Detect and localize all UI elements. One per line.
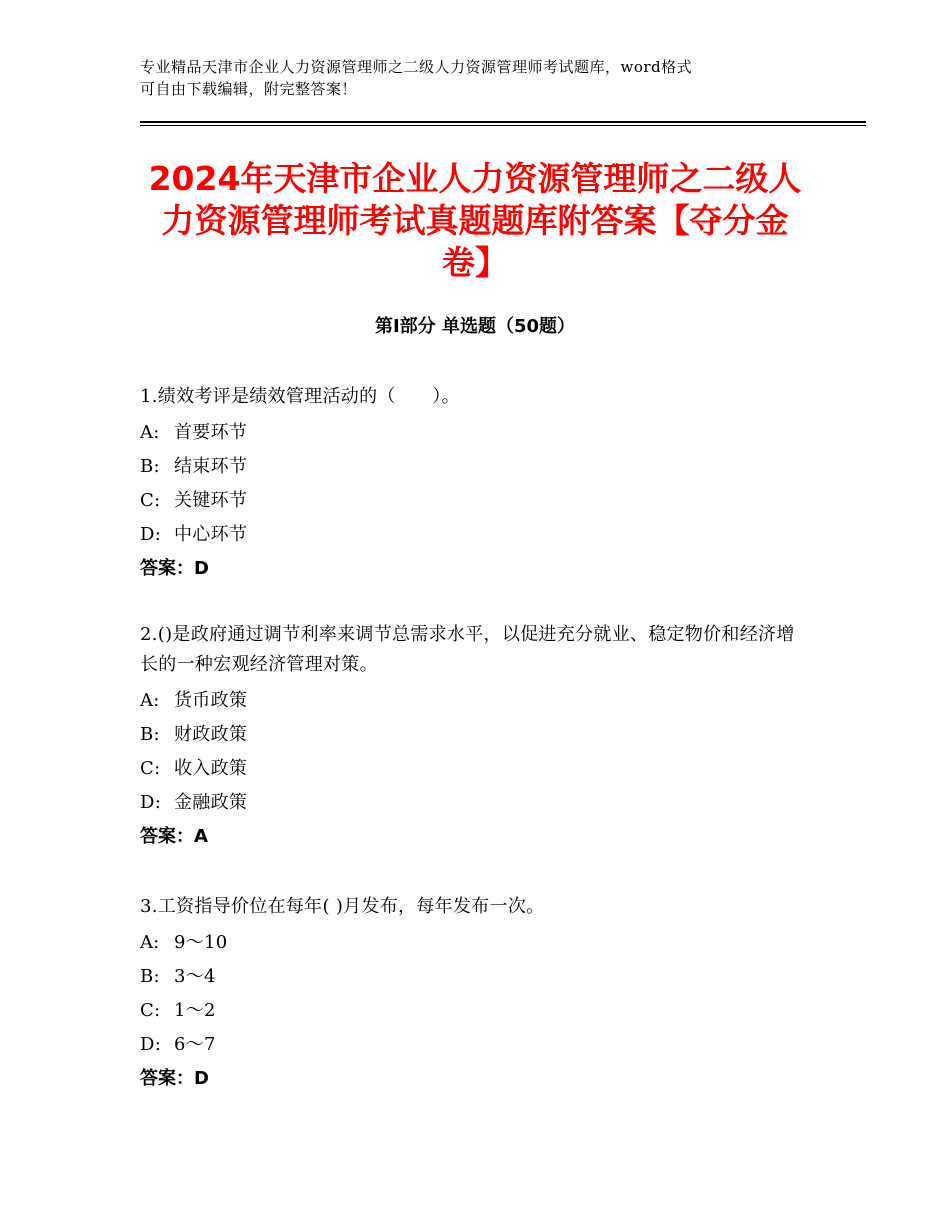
option-letter: A: (140, 690, 160, 711)
option-text: 收入政策 (174, 758, 248, 779)
option-letter: A: (140, 932, 160, 953)
option-b (140, 718, 810, 752)
option-text: 关键环节 (174, 490, 248, 511)
option-a (140, 684, 810, 718)
option-a (140, 416, 810, 450)
header-note-line-2: 可自由下载编辑，附完整答案！ (140, 80, 358, 98)
option-c (140, 752, 810, 786)
option-b (140, 960, 810, 994)
question-1 (140, 382, 810, 586)
header-note (140, 56, 820, 100)
question-stem: 3.工资指导价位在每年( )月发布，每年发布一次。 (140, 896, 545, 917)
option-letter: B: (140, 456, 160, 477)
option-text: 结束环节 (174, 456, 248, 477)
header-note-line-1: 专业精品天津市企业人力资源管理师之二级人力资源管理师考试题库，word格式 (140, 58, 693, 76)
option-letter: C: (140, 758, 161, 779)
option-b (140, 450, 810, 484)
option-c (140, 484, 810, 518)
option-text: 1～2 (174, 1000, 216, 1021)
header-divider-thin (140, 125, 866, 126)
answer-key: 答案：A (140, 826, 208, 847)
answer-key: 答案：D (140, 558, 209, 579)
option-a (140, 926, 810, 960)
option-d (140, 1028, 810, 1062)
question-stem: 1.绩效考评是绩效管理活动的（ ）。 (140, 386, 460, 407)
option-text: 6～7 (174, 1034, 216, 1055)
option-letter: B: (140, 724, 160, 745)
option-letter: D: (140, 1034, 162, 1055)
question-2 (140, 620, 810, 854)
section-heading: 第Ⅰ部分 单选题（50题） (374, 316, 575, 337)
question-3 (140, 892, 810, 1096)
option-text: 9～10 (174, 932, 228, 953)
answer-key: 答案：D (140, 1068, 209, 1089)
option-text: 3～4 (174, 966, 216, 987)
option-text: 首要环节 (174, 422, 248, 443)
option-letter: A: (140, 422, 160, 443)
question-stem: 2.()是政府通过调节利率来调节总需求水平，以促进充分就业、稳定物价和经济增长的一种宏观经济管理对策。 (140, 624, 795, 675)
document-title: 2024年天津市企业人力资源管理师之二级人力资源管理师考试真题题库附答案【夺分金卷】 (148, 159, 802, 282)
header-divider-thick (140, 121, 866, 123)
option-letter: D: (140, 792, 162, 813)
option-letter: D: (140, 524, 162, 545)
option-text: 金融政策 (174, 792, 248, 813)
option-text: 货币政策 (174, 690, 248, 711)
option-text: 财政政策 (174, 724, 248, 745)
option-d (140, 518, 810, 552)
option-d (140, 786, 810, 820)
option-letter: C: (140, 1000, 161, 1021)
option-letter: B: (140, 966, 160, 987)
option-c (140, 994, 810, 1028)
option-letter: C: (140, 490, 161, 511)
option-text: 中心环节 (174, 524, 248, 545)
